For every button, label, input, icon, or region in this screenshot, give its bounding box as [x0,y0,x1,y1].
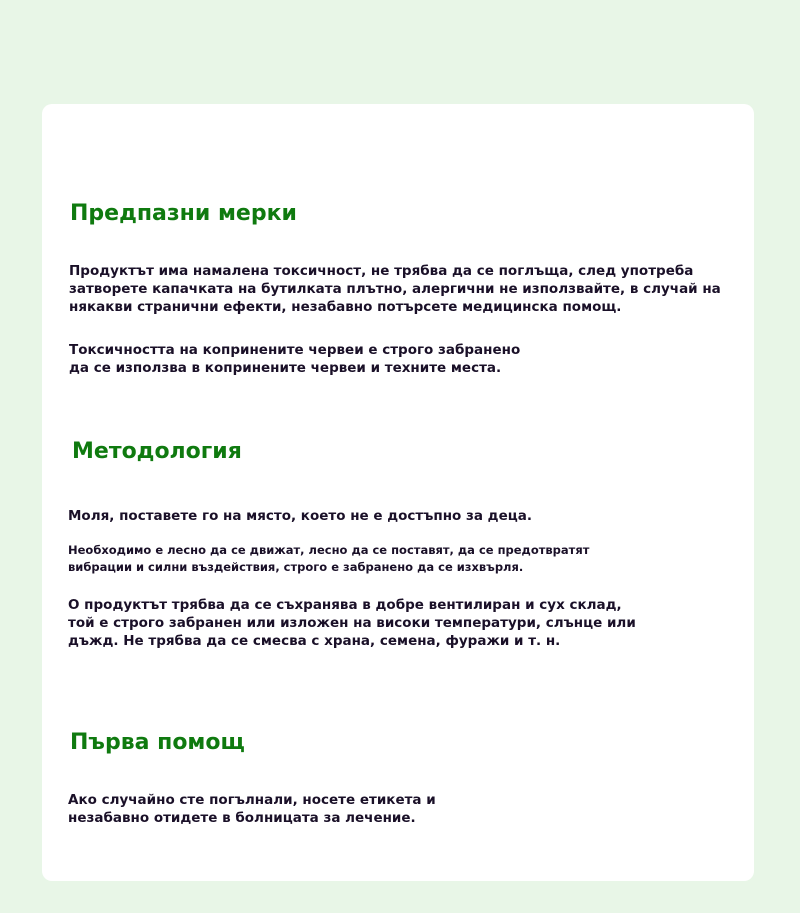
methodology-paragraph-2: Необходимо е лесно да се движат, лесно да се поставят, да се предотвратят вибрации и силни въздействия, строго е забранено да се изхвърля. [68,543,590,574]
methodology-paragraph-1: Моля, поставете го на място, което не е достъпно за деца. [68,508,532,524]
precautions-paragraph-1: Продуктът има намалена токсичност, не трябва да се поглъща, след употреба затворете капачката на бутилката плътно, алергични не използвайте, в случай на някакви странични ефекти, незабавно потърсете медицинска помощ. [69,263,721,315]
precautions-paragraph-2: Токсичността на копринените червеи е строго забранено да се използва в копринените червеи и техните места. [69,342,521,376]
section-title-precautions: Предпазни мерки [70,201,297,226]
section-title-first-aid: Първа помощ [70,730,245,755]
first-aid-paragraph: Ако случайно сте погълнали, носете етикета и незабавно отидете в болницата за лечение. [68,792,436,826]
methodology-paragraph-3: О продуктът трябва да се съхранява в добре вентилиран и сух склад, той е строго забранен или изложен на високи температури, слънце или дъжд. Не трябва да се смесва с храна, семена, фуражи и т. н. [68,597,636,649]
section-title-methodology: Методология [72,439,242,464]
